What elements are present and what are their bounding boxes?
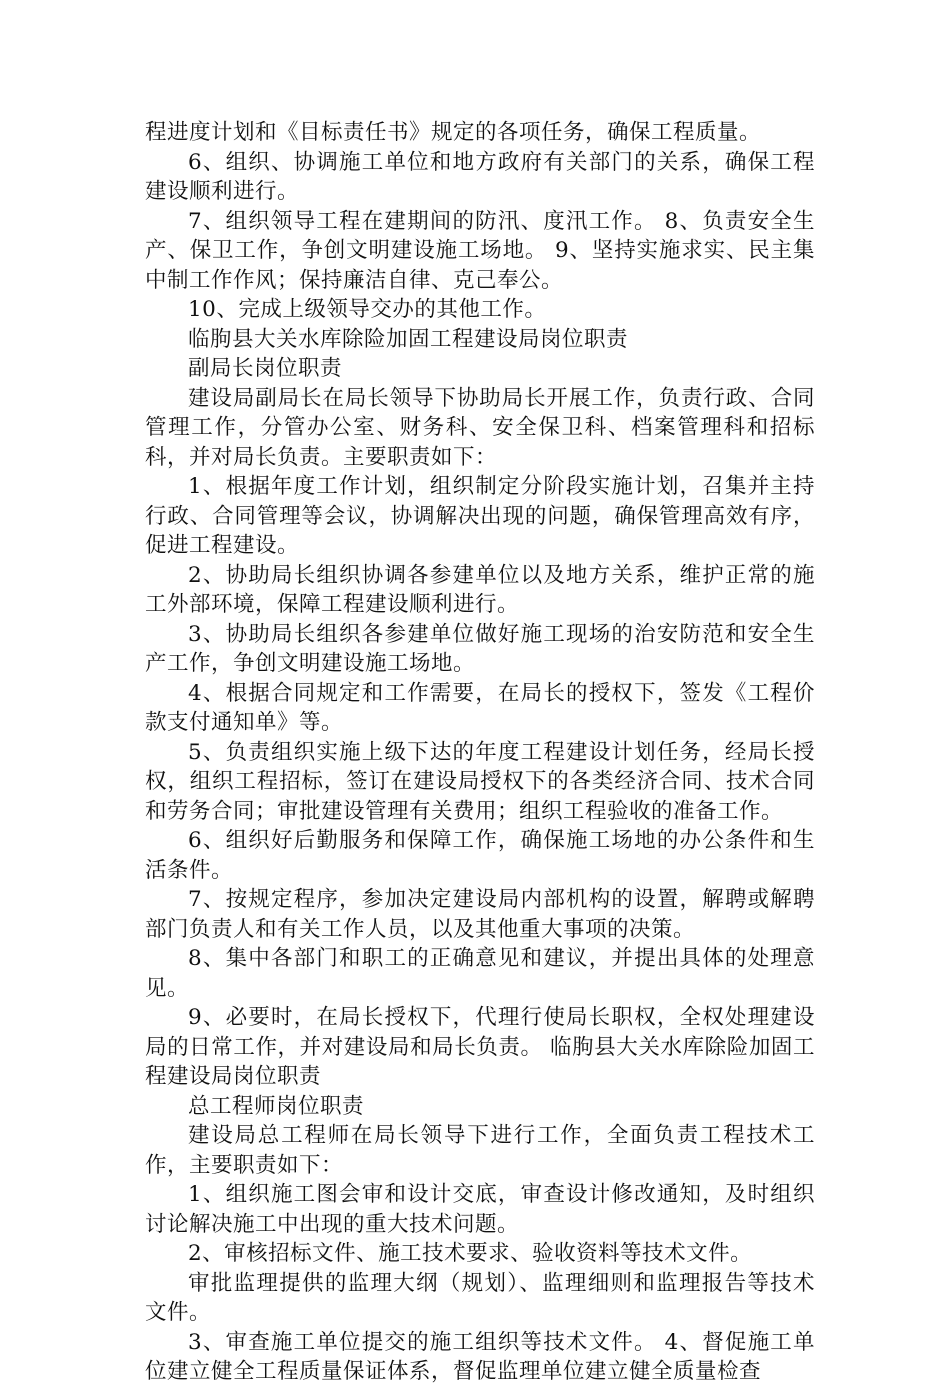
paragraph: 9、必要时，在局长授权下，代理行使局长职权，全权处理建设局的日常工作，并对建设局和局长负责。 临朐县大关水库除险加固工程建设局岗位职责 [145,1005,815,1089]
section-subtitle: 副局长岗位职责 [188,356,343,381]
paragraph: 建设局总工程师在局长领导下进行工作，全面负责工程技术工作，主要职责如下： [145,1123,815,1178]
paragraph: 3、协助局长组织各参建单位做好施工现场的治安防范和安全生产工作，争创文明建设施工场地。 [145,621,815,676]
paragraph: 2、协助局长组织协调各参建单位以及地方关系，维护正常的施工外部环境，保障工程建设顺利进行。 [145,562,815,617]
section-subtitle: 总工程师岗位职责 [188,1093,365,1119]
paragraph: 6、组织、协调施工单位和地方政府有关部门的关系，确保工程建设顺利进行。 [145,149,815,204]
paragraph: 10、完成上级领导交办的其他工作。 [188,297,547,322]
paragraph: 4、根据合同规定和工作需要，在局长的授权下，签发《工程价款支付通知单》等。 [145,680,815,735]
paragraph: 6、组织好后勤服务和保障工作，确保施工场地的办公条件和生活条件。 [145,828,815,883]
section-title: 临朐县大关水库除险加固工程建设局岗位职责 [188,326,629,352]
paragraph: 5、负责组织实施上级下达的年度工程建设计划任务，经局长授权，组织工程招标，签订在建设局授权下的各类经济合同、技术合同和劳务合同；审批建设管理有关费用；组织工程验收的准备工作。 [145,739,815,824]
paragraph: 建设局副局长在局长领导下协助局长开展工作，负责行政、合同管理工作，分管办公室、财务科、安全保卫科、档案管理科和招标科，并对局长负责。主要职责如下： [145,385,815,470]
document-body [145,118,815,1387]
paragraph: 7、按规定程序，参加决定建设局内部机构的设置，解聘或解聘部门负责人和有关工作人员，以及其他重大事项的决策。 [145,887,815,942]
paragraph: 2、审核招标文件、施工技术要求、验收资料等技术文件。 [188,1241,753,1266]
paragraph: 8、集中各部门和职工的正确意见和建议，并提出具体的处理意见。 [145,946,815,1001]
paragraph: 1、根据年度工作计划，组织制定分阶段实施计划，召集并主持行政、合同管理等会议，协调解决出现的问题，确保管理高效有序，促进工程建设。 [145,474,815,558]
paragraph: 7、组织领导工程在建期间的防汛、度汛工作。 8、负责安全生产、保卫工作，争创文明建设施工场地。 9、坚持实施求实、民主集中制工作作风；保持廉洁自律、克己奉公。 [145,208,815,293]
paragraph: 审批监理提供的监理大纲（规划）、监理细则和监理报告等技术文件。 [145,1270,815,1325]
paragraph: 3、审查施工单位提交的施工组织等技术文件。 4、督促施工单位建立健全工程质量保证体系，督促监理单位建立健全质量检查 [145,1329,815,1384]
paragraph: 程进度计划和《目标责任书》规定的各项任务，确保工程质量。 [145,120,762,145]
paragraph: 1、组织施工图会审和设计交底，审查设计修改通知，及时组织讨论解决施工中出现的重大技术问题。 [145,1182,815,1237]
